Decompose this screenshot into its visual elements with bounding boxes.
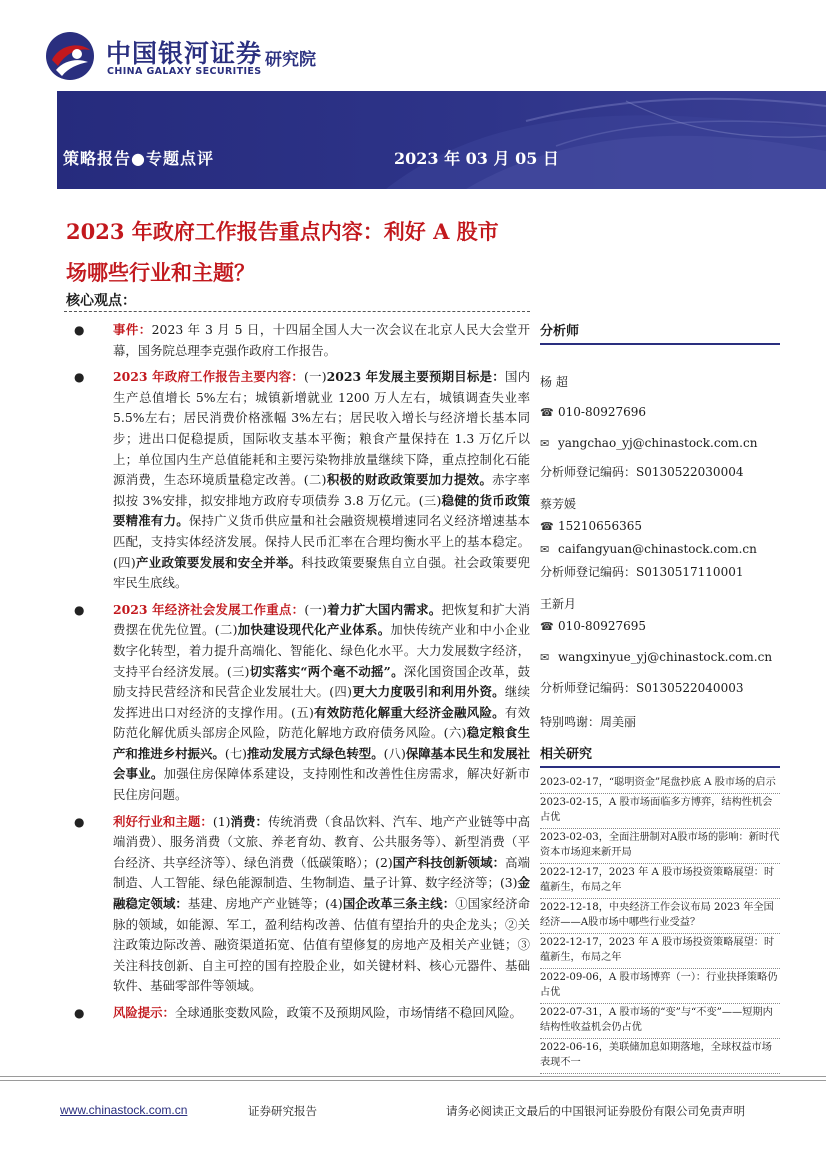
report-date: 2023 年 03 月 05 日 (394, 149, 559, 168)
banner-wave-decoration (326, 91, 826, 189)
bullet-text: 基建、房地产产业链等；(4) (187, 896, 343, 912)
phone-icon: ☎ (540, 406, 554, 419)
analyst-card (540, 593, 780, 699)
email-address[interactable]: caifangyuan@chinastock.com.cn (558, 542, 757, 556)
bullet-text: ①国家经济命脉的领域，如能源、军工，盈利结构改善、估值有望抬升的央企龙头；②关注政策边际改善、融资渠道拓宽、估值有望修复的房地产及相关产业链；③关注科技创新、自主可控的国有控股企业，如关键材料、核心元器件、基础软件、基础零部件等领域。 (113, 896, 531, 994)
email-address[interactable]: yangchao_yj@chinastock.com.cn (558, 436, 758, 450)
bullet-text: 2023 年 3 月 5 日，十四届全国人大一次会议在北京人民大会堂开幕，国务院总理李克强作政府工作报告。 (113, 322, 530, 358)
bullet-emphasis: 更大力度吸引和利用外资。 (351, 684, 505, 700)
bullet-text: (八) (383, 745, 406, 761)
institute-label: 研究院 (265, 50, 316, 70)
bullet-text: 继续发挥进出口对经济的支撑作用。(五) (113, 684, 530, 720)
bullet-text: 全球通胀变数风险，政策不及预期风险，市场情绪不稳回风险。 (174, 1005, 522, 1020)
core-points-list (64, 320, 530, 1030)
bullet-emphasis: 保障基本民生和发展社会事业。 (113, 745, 531, 782)
bullet-dot-icon: ● (74, 323, 85, 337)
bullet-lead: 风险提示： (113, 1005, 175, 1020)
mail-icon: ✉ (540, 651, 550, 664)
footer-divider (0, 1076, 826, 1077)
bullet-text: 国内生产总值增长 5%左右；城镇新增就业 1200 万人左右，城镇调查失业率 5.5%左右；居民消费价格涨幅 3%左右；居民收入增长与经济增长基本同步；进出口促稳提质，国际收支基本平衡；粮食产量保持在 1.3 万亿斤以上；单位国内生产总值能耗和主要污染物排放量继续下降，重点控制化石能源消费，生态环境质量稳定改善。(二) (113, 369, 531, 488)
analyst-registration: 分析师登记编码：S0130517110001 (540, 565, 744, 579)
logo-english-name: CHINA GALAXY SECURITIES (107, 66, 262, 77)
bullet-emphasis: 积极的财政政策要加力提效。 (326, 472, 493, 488)
bullet-text: 加强住房保障体系建设，支持刚性和改善性住房需求，解决好新市民住房问题。 (113, 766, 531, 803)
analyst-phone (540, 401, 780, 424)
analyst-name: 王新月 (540, 597, 577, 611)
analyst-registration: 分析师登记编码：S0130522030004 (540, 465, 744, 479)
bullet-emphasis: 产业政策要发展和安全并举。 (135, 554, 302, 570)
bullet-emphasis: 有效防范化解重大经济金融风险。 (313, 704, 505, 720)
phone-icon: ☎ (540, 520, 554, 533)
company-logo (44, 26, 384, 86)
galaxy-logo-icon (44, 30, 96, 82)
phone-number: 15210656365 (558, 519, 642, 533)
analyst-phone (540, 615, 780, 638)
bullet-text: 科技政策要聚焦自立自强。社会政策要兜牢民生底线。 (113, 554, 530, 591)
bullet-event (64, 320, 530, 361)
bullet-emphasis: 消费： (230, 813, 268, 829)
analyst-phone (540, 515, 780, 538)
bullet-dot-icon: ● (74, 370, 85, 385)
bullet-beneficiary-sectors (64, 812, 530, 997)
report-type-label: 策略报告●专题点评 (63, 149, 214, 168)
footer-divider (0, 1080, 826, 1081)
analyst-name: 杨 超 (540, 375, 568, 389)
bullet-lead: 2023 年经济社会发展工作重点： (113, 601, 305, 617)
related-research-item[interactable]: 2022-12-18，中央经济工作会议布局 2023 年全国经济——A股市场中哪些行业受益？ (540, 899, 780, 934)
core-points-label: 核心观点： (66, 293, 136, 309)
bullet-text: 保持广义货币供应量和社会融资规模增速同名义经济增速基本匹配，支持实体经济发展。保持人民币汇率在合理均衡水平上的基本稳定。(四) (113, 513, 531, 570)
divider (64, 311, 530, 312)
special-thanks: 特别鸣谢：周美丽 (540, 715, 637, 729)
analyst-email[interactable] (540, 538, 780, 561)
bullet-text: 深化国资国企改革，鼓励支持民营经济和民营企业发展壮大。(四) (113, 663, 531, 700)
bullet-emphasis: 稳健的货币政策要精准有力。 (113, 492, 530, 529)
bullet-lead: 利好行业和主题： (113, 813, 213, 829)
bullet-emphasis: 加快建设现代化产业体系。 (237, 622, 391, 638)
bullet-text: 高端制造、人工智能、绿色能源制造、生物制造、量子计算、数字经济等；(3) (113, 854, 531, 891)
sidebar (540, 320, 780, 1074)
phone-number: 010-80927695 (558, 619, 647, 633)
footer-website-link[interactable]: www.chinastock.com.cn (60, 1103, 188, 1117)
bullet-lead: 事件： (113, 322, 152, 337)
bullet-text: 赤字率拟按 3%安排，拟安排地方政府专项债券 3.8 万亿元。(三) (113, 472, 530, 508)
bullet-text: (1) (212, 813, 231, 829)
bullet-text: (一) (304, 369, 327, 385)
email-address[interactable]: wangxinyue_yj@chinastock.com.cn (558, 650, 773, 664)
bullet-emphasis: 国企改革三条主线： (342, 896, 456, 912)
related-research-item[interactable]: 2022-07-31，A 股市场的“变”与“不变”——短期内结构性收益机会仍占优 (540, 1004, 780, 1039)
related-research-item[interactable]: 2022-06-16，美联储加息如期落地，全球权益市场表现不一 (540, 1039, 780, 1074)
bullet-text: 有效防范化解优质头部房企风险，防范化解地方政府债务风险。(六) (113, 704, 530, 741)
bullet-emphasis: 2023 年发展主要预期目标是： (326, 369, 505, 385)
bullet-text: (一) (304, 601, 327, 617)
related-research-item[interactable]: 2023-02-15，A 股市场面临多方博弈，结构性机会占优 (540, 794, 780, 829)
related-research-heading: 相关研究 (540, 743, 780, 768)
report-banner (57, 91, 826, 189)
phone-icon: ☎ (540, 620, 554, 633)
bullet-emphasis: 推动发展方式绿色转型。 (246, 745, 384, 761)
bullet-work-priorities (64, 600, 530, 806)
bullet-dot-icon: ● (74, 814, 85, 829)
bullet-dot-icon: ● (74, 602, 85, 617)
footer-report-label: 证券研究报告 (248, 1104, 317, 1118)
analyst-card (540, 493, 780, 583)
bullet-emphasis: 国产科技创新领域： (392, 854, 506, 870)
bullet-report-content (64, 367, 530, 594)
related-research-list (540, 774, 780, 1074)
analyst-card (540, 371, 780, 483)
phone-number: 010-80927696 (558, 405, 647, 419)
analyst-email[interactable] (540, 432, 780, 455)
bullet-text: 传统消费（食品饮料、汽车、地产产业链等中高端消费）、服务消费（文旅、养老育幼、教育、公共服务等）、新型消费（平台经济、共享经济等）、绿色消费（低碳策略）；(2) (113, 813, 531, 870)
bullet-emphasis: 着力扩大国内需求。 (327, 601, 442, 617)
bullet-lead: 2023 年政府工作报告主要内容： (113, 369, 304, 385)
related-research-item[interactable]: 2022-12-17，2023 年 A 股市场投资策略展望：时蕴新生，布局之年 (540, 864, 780, 899)
logo-chinese-name: 中国银河证券 (106, 39, 263, 68)
analyst-registration: 分析师登记编码：S0130522040003 (540, 681, 744, 695)
mail-icon: ✉ (540, 437, 550, 450)
footer-disclaimer: 请务必阅读正文最后的中国银河证券股份有限公司免责声明 (446, 1104, 745, 1118)
report-title: 2023 年政府工作报告重点内容：利好 A 股市场哪些行业和主题？ (66, 219, 499, 285)
bullet-emphasis: 稳定粮食生产和推进乡村振兴。 (113, 725, 530, 761)
bullet-emphasis: 切实落实“两个毫不动摇”。 (249, 663, 404, 679)
bullet-risk (64, 1003, 530, 1024)
mail-icon: ✉ (540, 543, 550, 556)
related-research-item[interactable]: 2023-02-03，全面注册制对A股市场的影响：新时代资本市场迎来新开局 (540, 829, 780, 864)
related-research-item[interactable]: 2023-02-17，“聪明资金”尾盘抄底 A 股市场的启示 (540, 774, 780, 794)
analyst-email[interactable] (540, 646, 780, 669)
bullet-dot-icon: ● (74, 1006, 85, 1020)
related-research-item[interactable]: 2022-09-06，A 股市场博弈（一）：行业抉择策略仍占优 (540, 969, 780, 1004)
analyst-name: 蔡芳媛 (540, 497, 577, 511)
bullet-emphasis: 金融稳定领域： (113, 875, 531, 912)
related-research-item[interactable]: 2022-12-17，2023 年 A 股市场投资策略展望：时蕴新生，布局之年 (540, 934, 780, 969)
bullet-text: 加快传统产业和中小企业数字化转型，着力提升高端化、智能化、绿色化水平。大力发展数字经济，支持平台经济发展。(三) (113, 622, 530, 679)
analyst-heading: 分析师 (540, 320, 780, 345)
bullet-text: (七) (224, 745, 247, 761)
bullet-text: 把恢复和扩大消费摆在优先位置。(二) (113, 601, 530, 638)
